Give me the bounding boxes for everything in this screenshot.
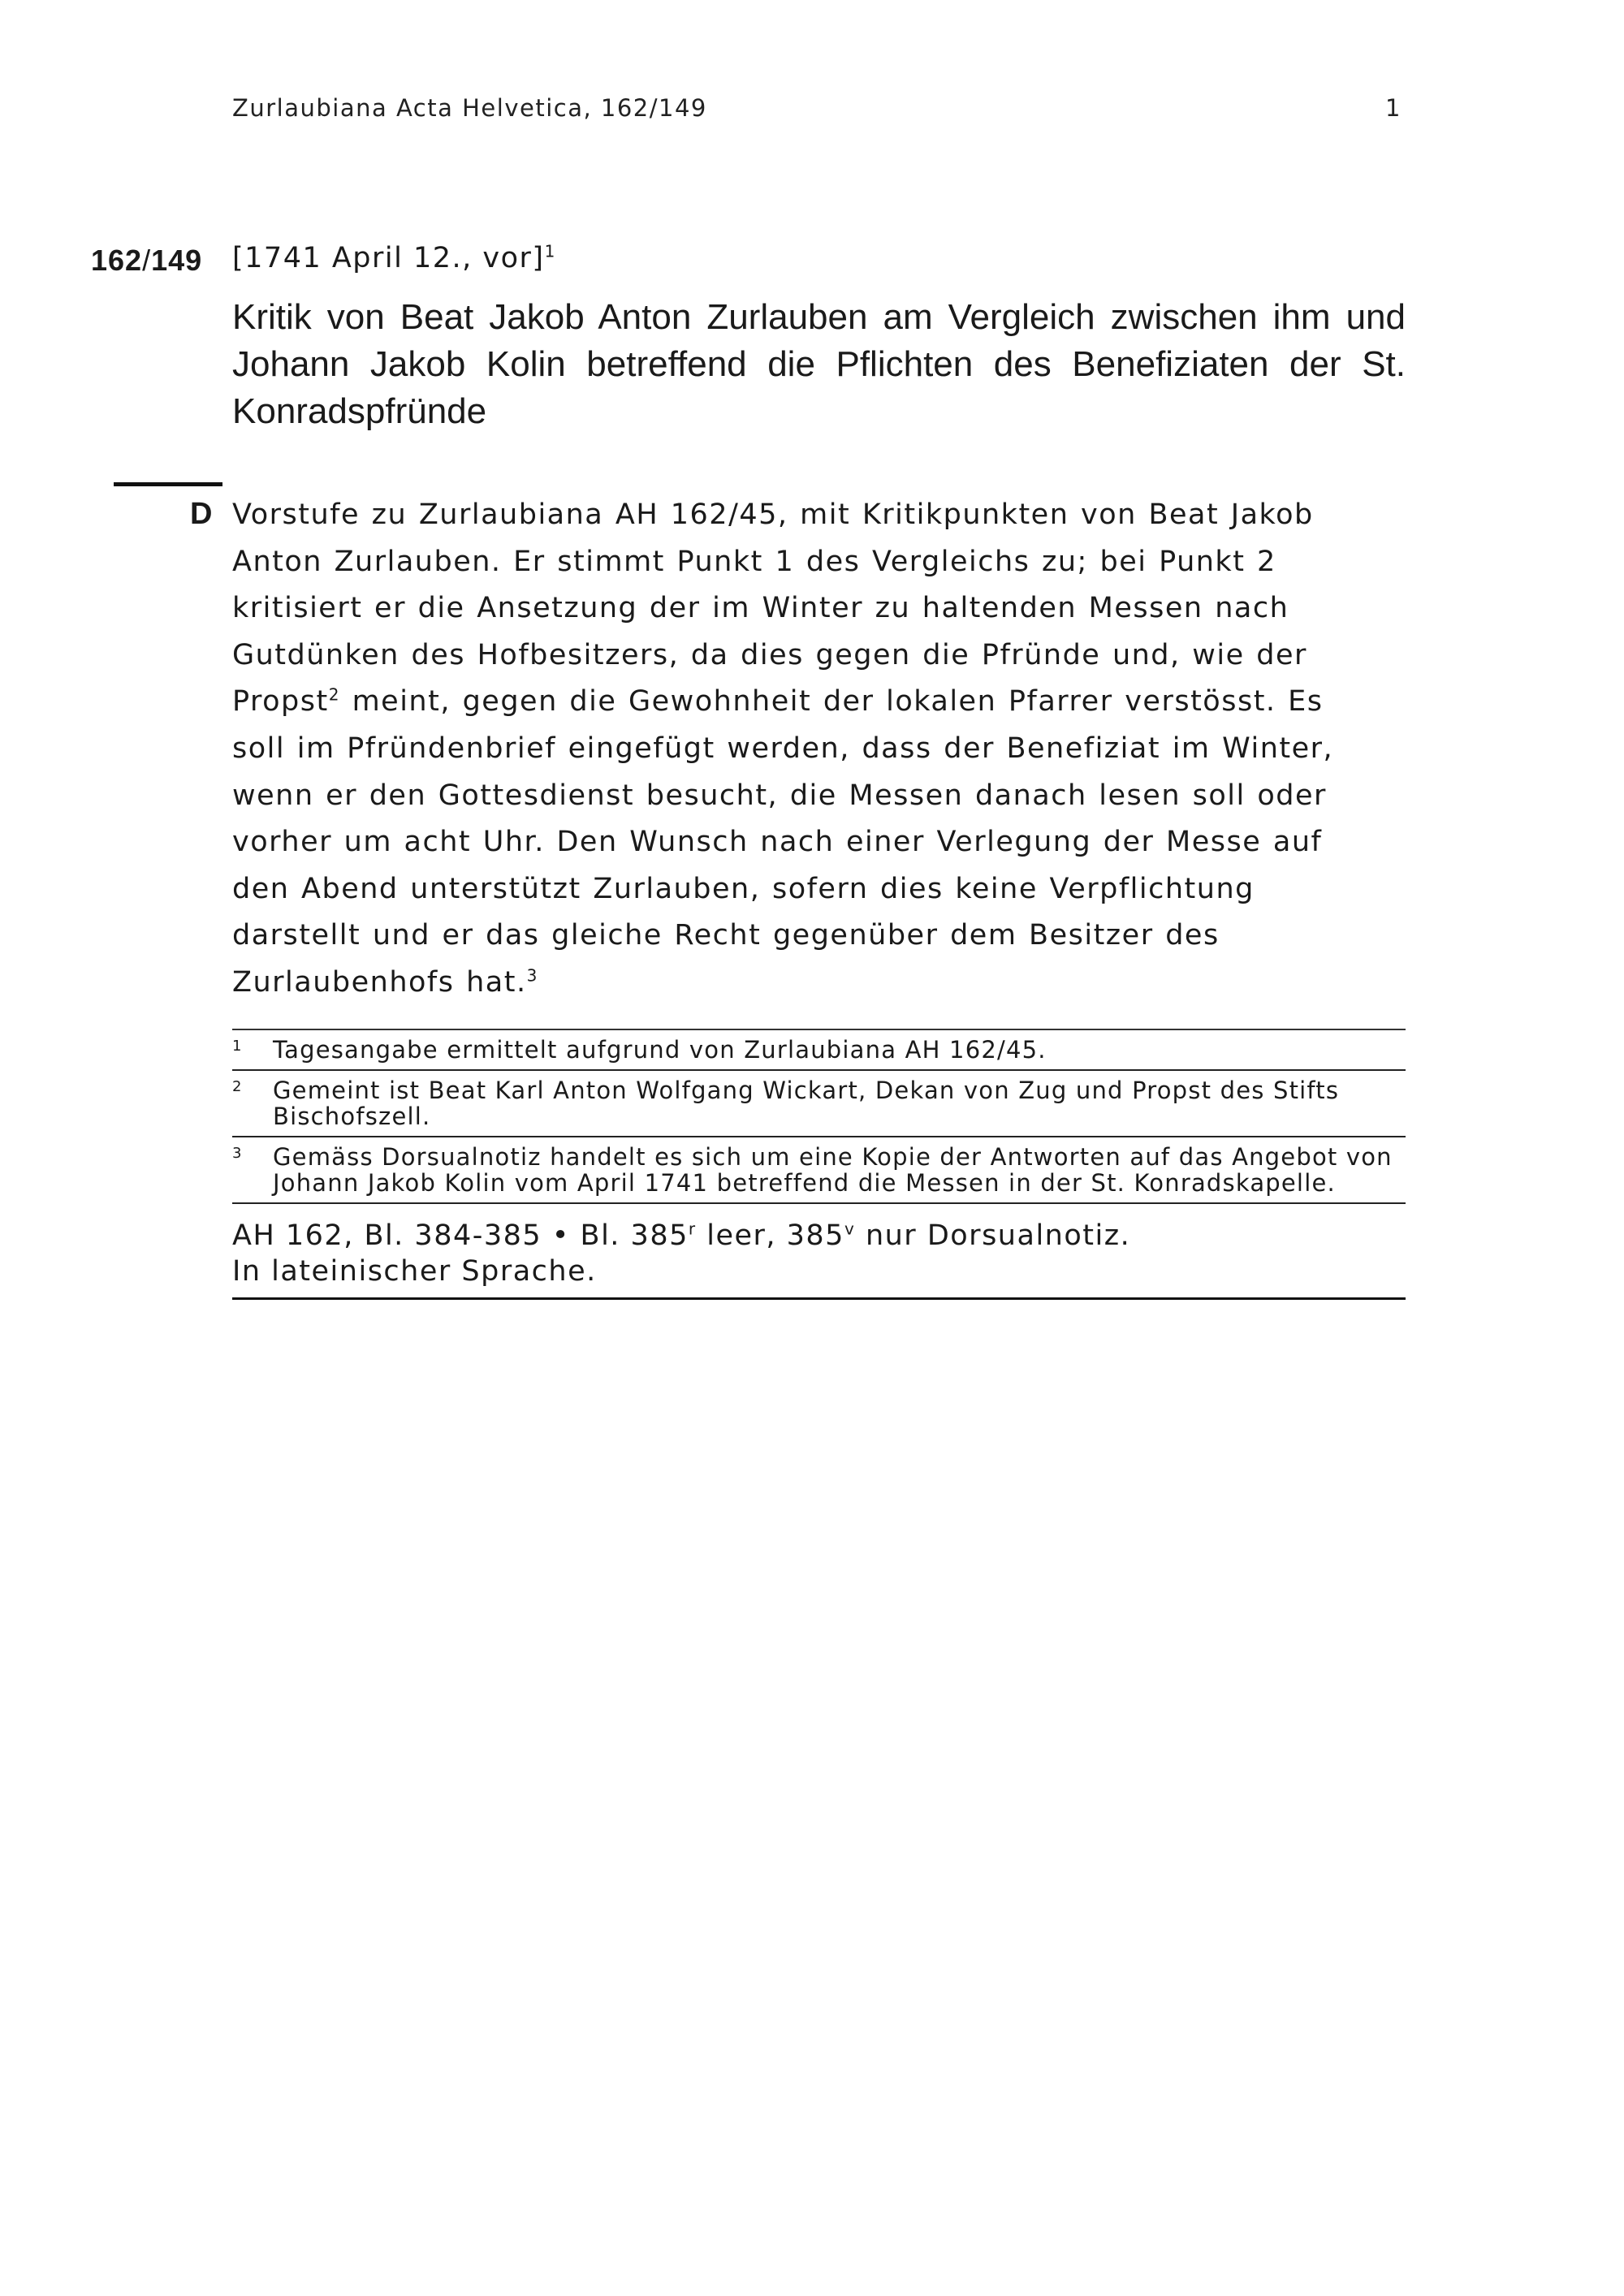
document-number (91, 244, 202, 278)
footnote-2 (232, 1071, 1406, 1137)
footnote-number: 3 (232, 1145, 243, 1162)
footnote-number: 2 (232, 1078, 243, 1095)
document-number-item: 149 (151, 244, 203, 277)
footnote-text: Gemäss Dorsualnotiz handelt es sich um eine Kopie der Antworten auf das Angebot von Johann Jakob Kolin vom April 1741 betreffend die Messen in der St. Konradskapelle. (273, 1143, 1393, 1197)
recto-mark: r (688, 1219, 697, 1239)
footnote-ref-1: 1 (544, 241, 556, 261)
source-block (232, 1218, 1406, 1300)
document-number-separator: / (142, 244, 152, 277)
document-number-volume: 162 (91, 244, 143, 277)
document-date (232, 242, 556, 274)
verso-mark: v (844, 1219, 856, 1239)
footnote-ref-2: 2 (328, 684, 340, 705)
footnote-ref-3: 3 (526, 965, 538, 986)
summary-part-2: meint, gegen die Gewohnheit der lokalen Pfarrer verstösst. Es soll im Pfründenbrief eingefügt werden, dass der Benefiziat im Winter, wenn er den Gottesdienst besucht, die Messen danach lesen soll oder vorher um acht Uhr. Den Wunsch nach einer Verlegung der Messe auf den Abend unterstützt Zurlauben, sofern dies keine Verpflichtung darstellt und er das gleiche Recht gegenüber dem Besitzer des Zurlaubenhofs hat. (232, 685, 1334, 999)
date-text: [1741 April 12., vor] (232, 242, 545, 274)
footnote-3 (232, 1137, 1406, 1204)
running-title: Zurlaubiana Acta Helvetica, 162/149 (232, 94, 707, 122)
source-language: In lateinischer Sprache. (232, 1255, 597, 1288)
source-reference-text: leer, 385 (696, 1219, 844, 1252)
source-reference-text: nur Dorsualnotiz. (855, 1219, 1131, 1252)
source-reference (232, 1218, 1406, 1254)
summary-part-1: Vorstufe zu Zurlaubiana AH 162/45, mit Kritikpunkten von Beat Jakob Anton Zurlauben. Er stimmt Punkt 1 des Vergleichs zu; bei Punkt 2 kritisiert er die Ansetzung der im Winter zu haltenden Messen nach Gutdünken des Hofbesitzers, da dies gegen die Pfründe und, wie der Propst (232, 498, 1314, 719)
source-reference-text: AH 162, Bl. 384-385 • Bl. 385 (232, 1219, 689, 1252)
section-divider (114, 482, 222, 486)
footnote-text: Gemeint ist Beat Karl Anton Wolfgang Wickart, Dekan von Zug und Propst des Stifts Bischofszell. (273, 1077, 1340, 1130)
page-number: 1 (1385, 94, 1401, 122)
footnote-1 (232, 1030, 1406, 1071)
section-mark: D (190, 497, 213, 531)
footnotes (232, 1029, 1406, 1204)
footnote-text: Tagesangabe ermittelt aufgrund von Zurlaubiana AH 162/45. (273, 1036, 1047, 1064)
document-summary (232, 492, 1385, 1007)
document-title: Kritik von Beat Jakob Anton Zurlauben am Vergleich zwischen ihm und Johann Jakob Kolin betreffend die Pflichten des Benefiziaten der St. Konradspfründe (232, 297, 1406, 431)
footnote-number: 1 (232, 1038, 243, 1055)
